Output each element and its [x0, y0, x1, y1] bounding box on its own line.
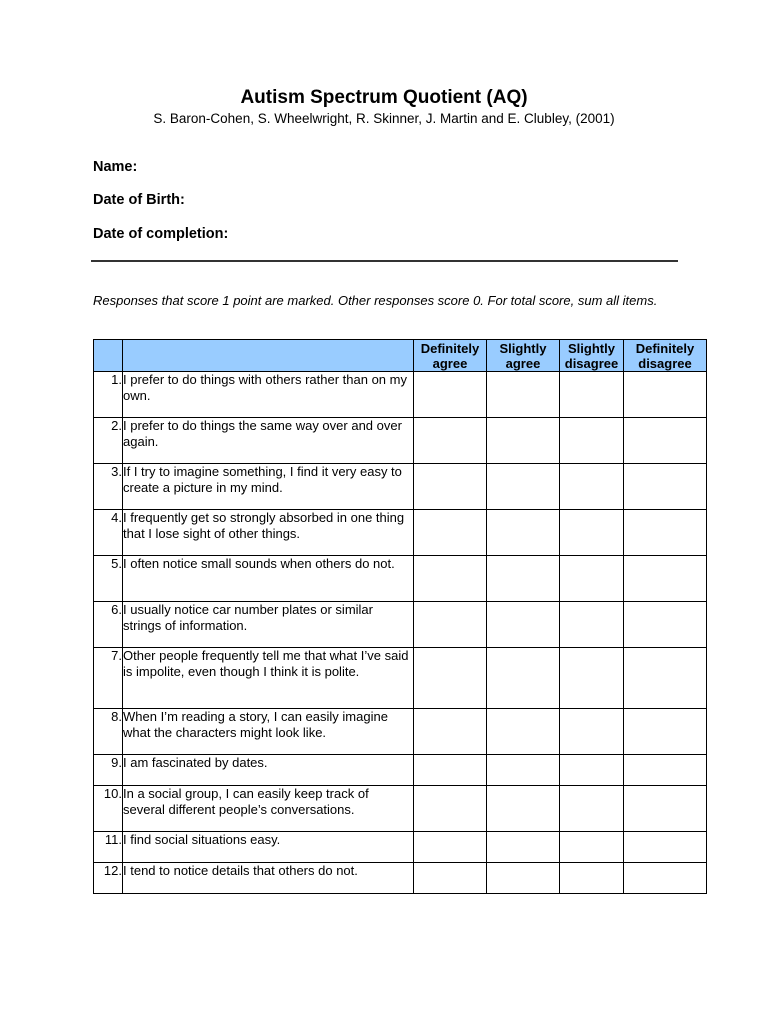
table-row	[94, 418, 707, 464]
header-label-line: Slightly	[568, 340, 615, 356]
response-definitely-disagree-cell[interactable]	[624, 556, 707, 602]
table-row	[94, 510, 707, 556]
question-number: 2.	[94, 418, 123, 464]
response-slightly-agree-cell[interactable]	[487, 510, 560, 556]
response-definitely-agree-cell[interactable]	[414, 464, 487, 510]
response-definitely-agree-cell[interactable]	[414, 602, 487, 648]
response-definitely-disagree-cell[interactable]	[624, 648, 707, 709]
header-number-cell	[94, 340, 123, 372]
header-label-line: Slightly	[499, 340, 547, 356]
question-number: 6.	[94, 602, 123, 648]
response-slightly-disagree-cell[interactable]	[560, 755, 624, 786]
question-text: In a social group, I can easily keep track of several different people’s conversations.	[123, 786, 414, 832]
question-text: I tend to notice details that others do not.	[123, 863, 414, 894]
completion-field-label: Date of completion:	[93, 226, 229, 242]
response-definitely-disagree-cell[interactable]	[624, 372, 707, 418]
header-slightly-disagree	[560, 340, 624, 372]
table-row	[94, 372, 707, 418]
question-text: If I try to imagine something, I find it very easy to create a picture in my mind.	[123, 464, 414, 510]
response-slightly-disagree-cell[interactable]	[560, 372, 624, 418]
response-slightly-disagree-cell[interactable]	[560, 648, 624, 709]
response-definitely-disagree-cell[interactable]	[624, 602, 707, 648]
table-row	[94, 464, 707, 510]
response-definitely-agree-cell[interactable]	[414, 372, 487, 418]
document-title: Autism Spectrum Quotient (AQ)	[240, 87, 528, 108]
header-divider	[91, 260, 678, 262]
aq-questionnaire-table	[93, 339, 707, 894]
header-definitely-agree	[414, 340, 487, 372]
header-label-line: disagree	[564, 355, 619, 371]
response-definitely-agree-cell[interactable]	[414, 863, 487, 894]
question-number: 7.	[94, 648, 123, 709]
response-slightly-agree-cell[interactable]	[487, 464, 560, 510]
response-slightly-agree-cell[interactable]	[487, 709, 560, 755]
response-definitely-agree-cell[interactable]	[414, 648, 487, 709]
response-definitely-disagree-cell[interactable]	[624, 755, 707, 786]
response-slightly-disagree-cell[interactable]	[560, 556, 624, 602]
response-definitely-agree-cell[interactable]	[414, 832, 487, 863]
question-number: 8.	[94, 709, 123, 755]
question-number: 5.	[94, 556, 123, 602]
response-definitely-agree-cell[interactable]	[414, 709, 487, 755]
response-definitely-disagree-cell[interactable]	[624, 464, 707, 510]
question-text: I prefer to do things the same way over and over again.	[123, 418, 414, 464]
response-slightly-agree-cell[interactable]	[487, 863, 560, 894]
response-definitely-agree-cell[interactable]	[414, 556, 487, 602]
table-row	[94, 648, 707, 709]
response-slightly-agree-cell[interactable]	[487, 832, 560, 863]
response-slightly-disagree-cell[interactable]	[560, 786, 624, 832]
response-slightly-disagree-cell[interactable]	[560, 709, 624, 755]
question-number: 3.	[94, 464, 123, 510]
header-definitely-disagree	[624, 340, 707, 372]
question-text: Other people frequently tell me that what I’ve said is impolite, even though I think it is polite.	[123, 648, 414, 709]
response-slightly-agree-cell[interactable]	[487, 556, 560, 602]
table-row	[94, 755, 707, 786]
question-number: 10.	[94, 786, 123, 832]
response-slightly-agree-cell[interactable]	[487, 372, 560, 418]
table-row	[94, 832, 707, 863]
table-row	[94, 863, 707, 894]
instructions-text: Responses that score 1 point are marked. Other responses score 0. For total score, sum all items.	[93, 293, 658, 308]
question-text: I find social situations easy.	[123, 832, 414, 863]
question-number: 4.	[94, 510, 123, 556]
response-slightly-agree-cell[interactable]	[487, 418, 560, 464]
document-authors: S. Baron-Cohen, S. Wheelwright, R. Skinner, J. Martin and E. Clubley, (2001)	[153, 111, 615, 126]
header-slightly-agree	[487, 340, 560, 372]
question-number: 9.	[94, 755, 123, 786]
question-text: I am fascinated by dates.	[123, 755, 414, 786]
response-definitely-agree-cell[interactable]	[414, 755, 487, 786]
response-slightly-disagree-cell[interactable]	[560, 602, 624, 648]
table-row	[94, 786, 707, 832]
header-label-line: disagree	[638, 355, 692, 371]
response-slightly-disagree-cell[interactable]	[560, 863, 624, 894]
response-definitely-agree-cell[interactable]	[414, 786, 487, 832]
header-label-line: Definitely	[635, 340, 695, 356]
question-number: 12.	[94, 863, 123, 894]
response-definitely-disagree-cell[interactable]	[624, 709, 707, 755]
response-slightly-agree-cell[interactable]	[487, 648, 560, 709]
response-slightly-disagree-cell[interactable]	[560, 510, 624, 556]
response-slightly-agree-cell[interactable]	[487, 755, 560, 786]
header-label-line: Definitely	[420, 340, 480, 356]
question-text: When I’m reading a story, I can easily imagine what the characters might look like.	[123, 709, 414, 755]
response-definitely-agree-cell[interactable]	[414, 510, 487, 556]
response-definitely-disagree-cell[interactable]	[624, 418, 707, 464]
question-text: I usually notice car number plates or similar strings of information.	[123, 602, 414, 648]
response-slightly-disagree-cell[interactable]	[560, 832, 624, 863]
header-label-line: agree	[432, 355, 468, 371]
response-definitely-disagree-cell[interactable]	[624, 863, 707, 894]
dob-field-label: Date of Birth:	[93, 192, 185, 208]
question-number: 11.	[94, 832, 123, 863]
response-definitely-disagree-cell[interactable]	[624, 832, 707, 863]
header-question-cell	[123, 340, 414, 372]
table-header-row	[94, 340, 707, 372]
table-row	[94, 556, 707, 602]
response-definitely-disagree-cell[interactable]	[624, 510, 707, 556]
response-slightly-agree-cell[interactable]	[487, 602, 560, 648]
table-row	[94, 602, 707, 648]
name-field-label: Name:	[93, 159, 138, 175]
response-slightly-disagree-cell[interactable]	[560, 418, 624, 464]
response-definitely-disagree-cell[interactable]	[624, 786, 707, 832]
response-slightly-agree-cell[interactable]	[487, 786, 560, 832]
response-definitely-agree-cell[interactable]	[414, 418, 487, 464]
question-text: I frequently get so strongly absorbed in one thing that I lose sight of other things.	[123, 510, 414, 556]
header-label-line: agree	[505, 355, 541, 371]
question-text: I often notice small sounds when others do not.	[123, 556, 414, 602]
question-number: 1.	[94, 372, 123, 418]
question-text: I prefer to do things with others rather than on my own.	[123, 372, 414, 418]
response-slightly-disagree-cell[interactable]	[560, 464, 624, 510]
table-row	[94, 709, 707, 755]
